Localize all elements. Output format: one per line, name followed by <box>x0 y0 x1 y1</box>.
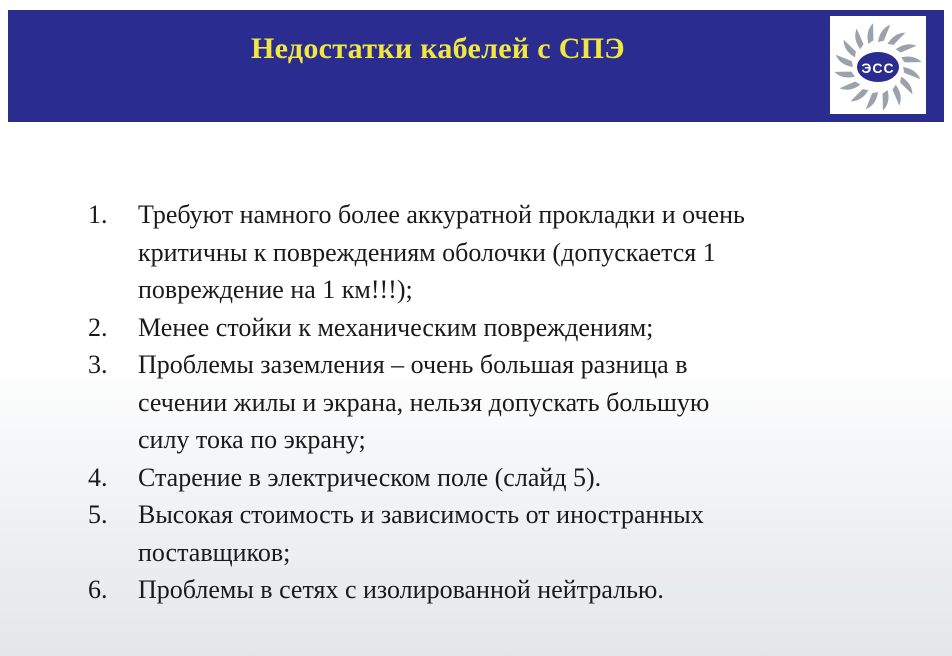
slide-title: Недостатки кабелей с СПЭ <box>251 32 625 65</box>
list-item-line: повреждение на 1 км!!!); <box>138 275 413 304</box>
logo-ray <box>851 89 869 101</box>
logo-ray <box>834 72 855 78</box>
logo-text: ЭСС <box>861 60 895 76</box>
sun-rays-logo-icon <box>830 16 926 114</box>
list-item <box>88 309 908 347</box>
list-item-number: 5. <box>88 500 108 529</box>
list-item <box>88 571 908 609</box>
logo-ray <box>878 25 890 42</box>
list-item <box>88 196 908 309</box>
list-item-text <box>138 571 908 609</box>
logo-ray <box>883 90 889 111</box>
logo-ray <box>844 40 856 58</box>
logo-ray <box>836 55 853 67</box>
list-item-number: 3. <box>88 350 108 379</box>
list-item-line: Требуют намного более аккуратной прокладки и очень <box>138 200 745 229</box>
list-item-number: 6. <box>88 575 108 604</box>
list-item-line: Высокая стоимость и зависимость от иностранных <box>138 500 704 529</box>
company-logo <box>830 16 926 114</box>
logo-ray <box>840 82 861 90</box>
list-item-line: сечении жилы и экрана, нельзя допускать большую <box>138 387 710 417</box>
list-item-text <box>138 196 908 309</box>
list-item-text <box>138 309 908 347</box>
list-item-line: поставщиков; <box>138 537 291 567</box>
list-item-text <box>138 459 908 497</box>
logo-ray <box>867 23 873 44</box>
logo-ray <box>901 56 922 62</box>
list-item-text <box>138 346 908 459</box>
list-item <box>88 459 908 497</box>
logo-ray <box>893 85 901 106</box>
logo-ray <box>855 29 863 50</box>
list-item-number: 1. <box>88 200 108 229</box>
list-item-text <box>138 496 908 571</box>
disadvantages-list <box>88 196 908 609</box>
list-item-number: 2. <box>88 312 108 342</box>
list-item-line: Проблемы в сетях с изолированной нейтралью. <box>138 575 664 604</box>
list-item-line: Менее стойки к механическим повреждениям; <box>138 312 654 342</box>
list-item-line: критичны к повреждениям оболочки (допускается 1 <box>138 237 716 267</box>
slide-header <box>8 10 944 122</box>
logo-ray <box>896 44 917 52</box>
list-item <box>88 496 908 571</box>
logo-ray <box>866 92 878 109</box>
logo-ray <box>888 33 906 45</box>
list-item-line: Проблемы заземления – очень большая разница в <box>138 350 688 379</box>
list-item <box>88 346 908 459</box>
logo-ray <box>900 77 912 95</box>
list-item-line: Старение в электрическом поле (слайд 5). <box>138 462 602 492</box>
list-item-number: 4. <box>88 462 108 492</box>
logo-ray <box>903 67 920 79</box>
list-item-line: силу тока по экрану; <box>138 425 366 454</box>
